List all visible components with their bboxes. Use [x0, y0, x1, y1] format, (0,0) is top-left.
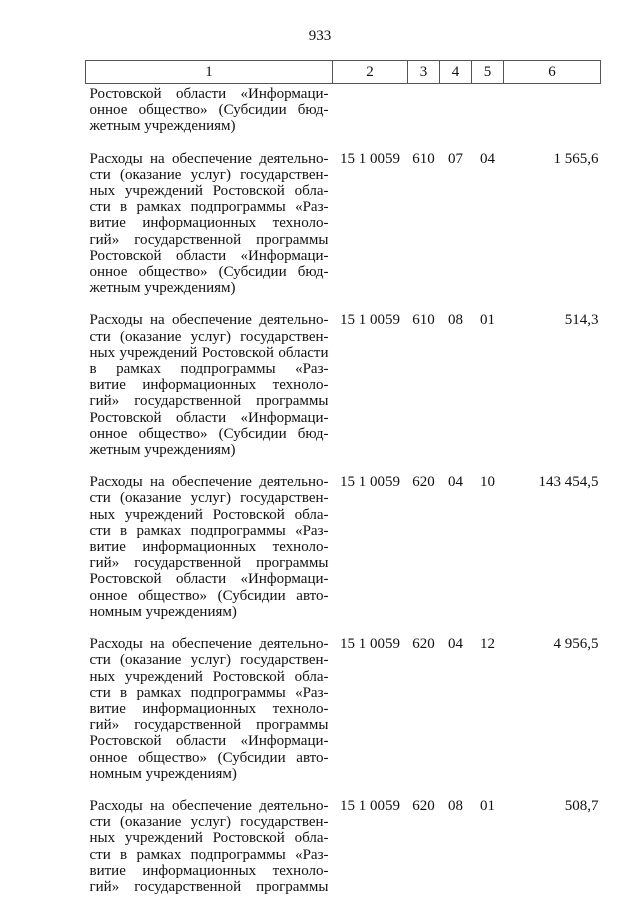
row-amount — [504, 84, 601, 149]
row-amount: 514,3 — [504, 310, 601, 472]
row-amount: 143 454,5 — [504, 472, 601, 634]
description-line: Расходы на обеспечение деятельно- — [90, 798, 329, 814]
header-col-4: 4 — [440, 61, 472, 84]
row-description — [86, 310, 333, 472]
description-line: гий» государственной программы — [90, 717, 329, 733]
header-col-3: 3 — [408, 61, 440, 84]
description-line: Ростовской области «Информаци- — [90, 248, 329, 264]
row-target-code: 15 1 0059 — [333, 796, 408, 909]
row-expense-type: 620 — [408, 472, 440, 634]
table-row — [86, 796, 601, 909]
row-description — [86, 84, 333, 149]
row-subsection: 12 — [472, 634, 504, 796]
description-line: витие информационных техноло- — [90, 701, 329, 717]
row-section: 04 — [440, 634, 472, 796]
row-target-code — [333, 84, 408, 149]
row-subsection — [472, 84, 504, 149]
header-col-1: 1 — [86, 61, 333, 84]
description-line: Ростовской области «Информаци- — [90, 86, 329, 102]
row-amount: 1 565,6 — [504, 149, 601, 311]
page-number: 933 — [0, 27, 640, 45]
row-section: 04 — [440, 472, 472, 634]
table-row — [86, 310, 601, 472]
budget-table — [85, 60, 601, 909]
row-section: 08 — [440, 310, 472, 472]
table-body — [86, 84, 601, 909]
row-section: 07 — [440, 149, 472, 311]
description-line: сти в рамках подпрограммы «Раз- — [90, 685, 329, 701]
row-subsection: 10 — [472, 472, 504, 634]
row-section: 08 — [440, 796, 472, 909]
description-line: гий» государственной программы — [90, 555, 329, 571]
description-line: онное общество» (Субсидии авто- — [90, 588, 329, 604]
description-line: ных учреждений Ростовской обла- — [90, 830, 329, 846]
header-col-6: 6 — [504, 61, 601, 84]
description-line: витие информационных техноло- — [90, 863, 329, 879]
description-line: онное общество» (Субсидии бюд- — [90, 264, 329, 280]
description-line: Ростовской области «Информаци- — [90, 733, 329, 749]
description-line: сти (оказание услуг) государствен- — [90, 814, 329, 830]
table-row — [86, 84, 601, 149]
description-line: жетным учреждениям) — [90, 118, 329, 134]
description-line: Расходы на обеспечение деятельно- — [90, 151, 329, 167]
row-subsection: 01 — [472, 310, 504, 472]
row-subsection: 04 — [472, 149, 504, 311]
row-target-code: 15 1 0059 — [333, 634, 408, 796]
description-line: жетным учреждениям) — [90, 280, 329, 296]
row-expense-type: 620 — [408, 634, 440, 796]
description-line: витие информационных техноло- — [90, 539, 329, 555]
description-line: сти в рамках подпрограммы «Раз- — [90, 523, 329, 539]
table-header — [86, 61, 601, 84]
header-col-2: 2 — [333, 61, 408, 84]
row-description — [86, 634, 333, 796]
description-line: Ростовской области «Информаци- — [90, 410, 329, 426]
row-amount: 508,7 — [504, 796, 601, 909]
description-line: сти (оказание услуг) государствен- — [90, 167, 329, 183]
row-expense-type: 620 — [408, 796, 440, 909]
description-line: ных учреждений Ростовской области — [90, 345, 329, 361]
row-description — [86, 149, 333, 311]
row-target-code: 15 1 0059 — [333, 472, 408, 634]
description-line: гий» государственной программы — [90, 879, 329, 895]
description-line: гий» государственной программы — [90, 393, 329, 409]
description-line: сти в рамках подпрограммы «Раз- — [90, 847, 329, 863]
description-line: гий» государственной программы — [90, 232, 329, 248]
row-section — [440, 84, 472, 149]
row-subsection: 01 — [472, 796, 504, 909]
description-line: онное общество» (Субсидии бюд- — [90, 426, 329, 442]
row-description — [86, 796, 333, 909]
description-line: номным учреждениям) — [90, 604, 329, 620]
row-expense-type: 610 — [408, 149, 440, 311]
header-col-5: 5 — [472, 61, 504, 84]
row-amount: 4 956,5 — [504, 634, 601, 796]
description-line: сти (оказание услуг) государствен- — [90, 490, 329, 506]
table-row — [86, 634, 601, 796]
row-expense-type — [408, 84, 440, 149]
row-description — [86, 472, 333, 634]
description-line: Ростовской области «Информаци- — [90, 571, 329, 587]
row-target-code: 15 1 0059 — [333, 149, 408, 311]
description-line: витие информационных техноло- — [90, 377, 329, 393]
row-target-code: 15 1 0059 — [333, 310, 408, 472]
description-line: Расходы на обеспечение деятельно- — [90, 636, 329, 652]
description-line: Расходы на обеспечение деятельно- — [90, 474, 329, 490]
description-line: сти (оказание услуг) государствен- — [90, 652, 329, 668]
description-line: ных учреждений Ростовской обла- — [90, 183, 329, 199]
description-line: ных учреждений Ростовской обла- — [90, 669, 329, 685]
description-line: онное общество» (Субсидии авто- — [90, 750, 329, 766]
header-row — [86, 61, 601, 84]
description-line: жетным учреждениям) — [90, 442, 329, 458]
description-line: онное общество» (Субсидии бюд- — [90, 102, 329, 118]
description-line: номным учреждениям) — [90, 766, 329, 782]
description-line: Расходы на обеспечение деятельно- — [90, 312, 329, 328]
description-line: сти в рамках подпрограммы «Раз- — [90, 199, 329, 215]
table-row — [86, 472, 601, 634]
description-line: витие информационных техноло- — [90, 215, 329, 231]
description-line: в рамках подпрограммы «Раз- — [90, 361, 329, 377]
table-row — [86, 149, 601, 311]
description-line: ных учреждений Ростовской обла- — [90, 507, 329, 523]
description-line: сти (оказание услуг) государствен- — [90, 329, 329, 345]
row-expense-type: 610 — [408, 310, 440, 472]
